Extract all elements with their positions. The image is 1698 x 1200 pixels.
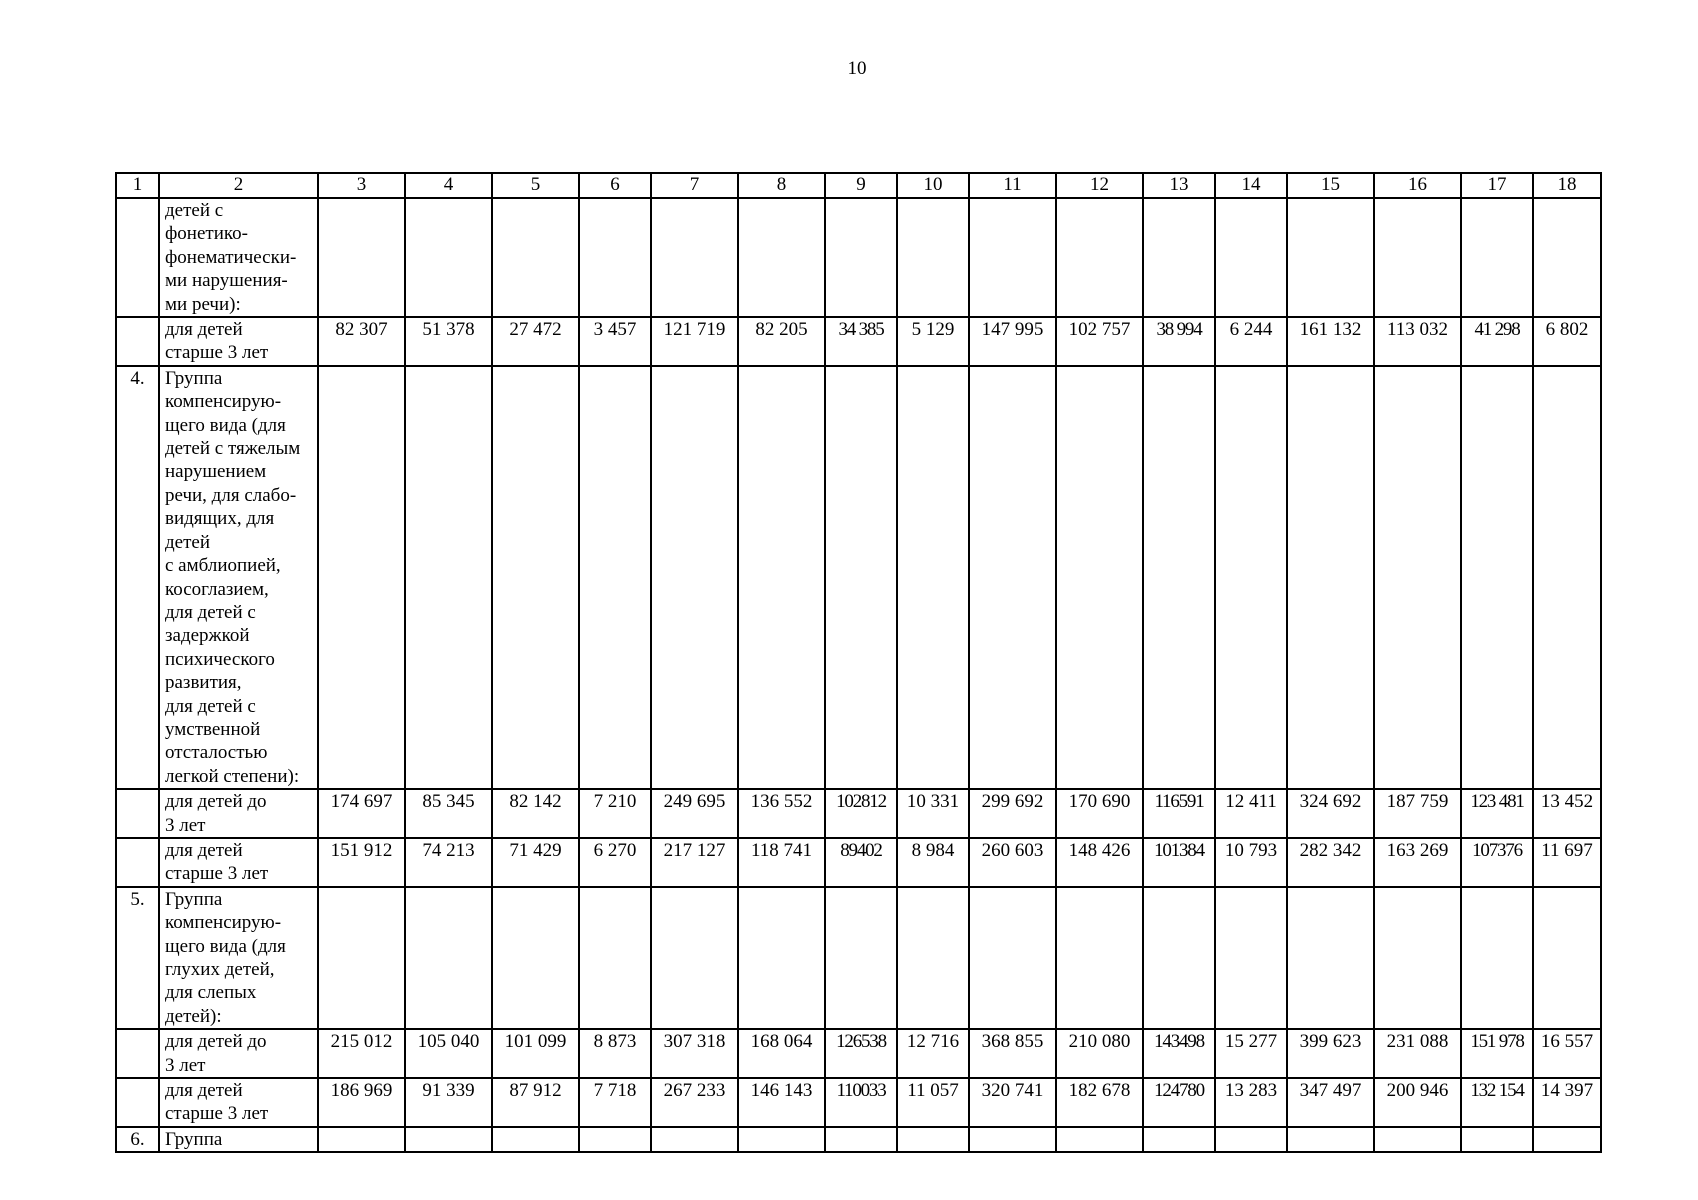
column-number-row	[116, 173, 1601, 198]
value-cell: 170 690	[1056, 789, 1143, 838]
value-cell	[1056, 887, 1143, 1029]
value-cell	[579, 198, 651, 317]
tariff-table	[115, 172, 1602, 1153]
value-cell: 105 040	[405, 1029, 492, 1078]
value-cell	[825, 1127, 897, 1152]
value-cell	[1374, 198, 1461, 317]
value-cell: 121 719	[651, 317, 738, 366]
value-cell: 161 132	[1287, 317, 1374, 366]
row-label-line: речи, для слабо-	[165, 484, 297, 506]
value-cell: 89402	[825, 838, 897, 887]
value-cell	[1056, 366, 1143, 789]
row-index: 6.	[116, 1127, 159, 1152]
value-cell: 182 678	[1056, 1078, 1143, 1127]
value-cell: 347 497	[1287, 1078, 1374, 1127]
row-index: 5.	[116, 887, 159, 1029]
value-cell: 102812	[825, 789, 897, 838]
value-cell: 51 378	[405, 317, 492, 366]
value-cell	[579, 887, 651, 1029]
value-cell: 174 697	[318, 789, 405, 838]
value-cell	[969, 366, 1056, 789]
value-cell: 87 912	[492, 1078, 579, 1127]
column-number: 4	[405, 173, 492, 198]
row-label-line: 3 лет	[165, 1054, 206, 1076]
column-number: 16	[1374, 173, 1461, 198]
value-cell: 132 154	[1461, 1078, 1533, 1127]
value-cell: 307 318	[651, 1029, 738, 1078]
value-cell	[492, 887, 579, 1029]
value-cell	[1143, 366, 1215, 789]
value-cell	[492, 366, 579, 789]
row-label	[159, 1127, 318, 1152]
row-label-line: детей):	[165, 1005, 222, 1027]
column-number: 18	[1533, 173, 1601, 198]
column-number: 1	[116, 173, 159, 198]
column-number: 7	[651, 173, 738, 198]
row-label-line: ми речи):	[165, 293, 241, 315]
value-cell	[1374, 887, 1461, 1029]
row-label-line: старше 3 лет	[165, 1103, 269, 1125]
table-row	[116, 1029, 1601, 1078]
row-label-line: психического	[165, 648, 275, 670]
value-cell: 14 397	[1533, 1078, 1601, 1127]
row-label-line: для детей	[165, 839, 243, 861]
value-cell: 217 127	[651, 838, 738, 887]
value-cell: 71 429	[492, 838, 579, 887]
value-cell: 324 692	[1287, 789, 1374, 838]
value-cell: 82 205	[738, 317, 825, 366]
value-cell: 187 759	[1374, 789, 1461, 838]
value-cell	[1287, 1127, 1374, 1152]
value-cell: 10 793	[1215, 838, 1287, 887]
row-label-line: отсталостью	[165, 742, 268, 764]
column-number: 9	[825, 173, 897, 198]
row-label-line: нарушением	[165, 461, 267, 483]
row-label	[159, 887, 318, 1029]
table-row	[116, 789, 1601, 838]
value-cell: 6 802	[1533, 317, 1601, 366]
value-cell: 41 298	[1461, 317, 1533, 366]
value-cell	[969, 198, 1056, 317]
value-cell: 85 345	[405, 789, 492, 838]
value-cell: 11 057	[897, 1078, 969, 1127]
value-cell: 5 129	[897, 317, 969, 366]
row-label-line: Группа	[165, 1128, 223, 1150]
row-label-line: косоглазием,	[165, 578, 269, 600]
row-label-line: компенсирую-	[165, 391, 282, 413]
value-cell	[825, 887, 897, 1029]
column-number: 10	[897, 173, 969, 198]
value-cell: 8 873	[579, 1029, 651, 1078]
row-label-line: для детей до	[165, 1031, 267, 1053]
value-cell: 107376	[1461, 838, 1533, 887]
value-cell	[1287, 887, 1374, 1029]
value-cell: 101 099	[492, 1029, 579, 1078]
value-cell: 16 557	[1533, 1029, 1601, 1078]
row-label	[159, 1029, 318, 1078]
row-label-line: детей	[165, 531, 211, 553]
value-cell: 146 143	[738, 1078, 825, 1127]
row-label	[159, 198, 318, 317]
value-cell	[405, 1127, 492, 1152]
value-cell: 210 080	[1056, 1029, 1143, 1078]
value-cell	[1287, 198, 1374, 317]
column-number: 2	[159, 173, 318, 198]
value-cell	[405, 198, 492, 317]
column-number: 13	[1143, 173, 1215, 198]
row-label-line: Группа	[165, 888, 223, 910]
value-cell: 7 210	[579, 789, 651, 838]
value-cell	[651, 198, 738, 317]
row-label-line: фонематически-	[165, 246, 297, 268]
value-cell: 8 984	[897, 838, 969, 887]
table-row	[116, 1078, 1601, 1127]
value-cell: 231 088	[1374, 1029, 1461, 1078]
value-cell: 13 452	[1533, 789, 1601, 838]
value-cell	[969, 1127, 1056, 1152]
row-index: 4.	[116, 366, 159, 789]
value-cell: 143498	[1143, 1029, 1215, 1078]
value-cell: 267 233	[651, 1078, 738, 1127]
value-cell	[651, 887, 738, 1029]
row-label-line: для детей	[165, 1080, 243, 1102]
row-label-line: видящих, для	[165, 508, 275, 530]
value-cell: 12 411	[1215, 789, 1287, 838]
value-cell: 10 331	[897, 789, 969, 838]
value-cell: 74 213	[405, 838, 492, 887]
row-label-line: с амблиопией,	[165, 555, 281, 577]
value-cell: 82 307	[318, 317, 405, 366]
value-cell	[1461, 1127, 1533, 1152]
value-cell	[579, 366, 651, 789]
value-cell	[405, 887, 492, 1029]
column-number: 3	[318, 173, 405, 198]
value-cell	[738, 887, 825, 1029]
value-cell: 368 855	[969, 1029, 1056, 1078]
value-cell: 102 757	[1056, 317, 1143, 366]
row-label-line: щего вида (для	[165, 935, 286, 957]
row-label-line: задержкой	[165, 625, 250, 647]
value-cell	[318, 198, 405, 317]
value-cell	[897, 887, 969, 1029]
value-cell	[318, 1127, 405, 1152]
column-number: 14	[1215, 173, 1287, 198]
value-cell: 136 552	[738, 789, 825, 838]
row-label-line: детей с	[165, 200, 224, 221]
value-cell: 27 472	[492, 317, 579, 366]
value-cell	[1533, 887, 1601, 1029]
value-cell: 299 692	[969, 789, 1056, 838]
row-label-line: для детей с	[165, 695, 256, 717]
row-index	[116, 838, 159, 887]
value-cell: 38 994	[1143, 317, 1215, 366]
value-cell	[651, 366, 738, 789]
column-number: 6	[579, 173, 651, 198]
value-cell: 123 481	[1461, 789, 1533, 838]
row-label-line: Группа	[165, 367, 223, 389]
value-cell: 200 946	[1374, 1078, 1461, 1127]
row-index	[116, 1078, 159, 1127]
row-label-line: для слепых	[165, 982, 257, 1004]
value-cell: 7 718	[579, 1078, 651, 1127]
row-index	[116, 198, 159, 317]
value-cell: 113 032	[1374, 317, 1461, 366]
value-cell: 6 244	[1215, 317, 1287, 366]
value-cell	[1056, 198, 1143, 317]
row-label	[159, 789, 318, 838]
value-cell: 11 697	[1533, 838, 1601, 887]
row-label-line: для детей с	[165, 601, 256, 623]
value-cell	[738, 1127, 825, 1152]
value-cell	[579, 1127, 651, 1152]
value-cell: 82 142	[492, 789, 579, 838]
row-label-line: старше 3 лет	[165, 342, 269, 364]
value-cell	[1533, 1127, 1601, 1152]
row-label-line: фонетико-	[165, 223, 248, 245]
value-cell	[1056, 1127, 1143, 1152]
value-cell: 118 741	[738, 838, 825, 887]
value-cell: 320 741	[969, 1078, 1056, 1127]
value-cell	[1461, 887, 1533, 1029]
value-cell: 12 716	[897, 1029, 969, 1078]
value-cell: 399 623	[1287, 1029, 1374, 1078]
value-cell	[1374, 366, 1461, 789]
value-cell: 260 603	[969, 838, 1056, 887]
column-number: 17	[1461, 173, 1533, 198]
row-label-line: глухих детей,	[165, 959, 275, 980]
row-label	[159, 838, 318, 887]
value-cell	[1143, 198, 1215, 317]
row-label-line: ми нарушения-	[165, 270, 288, 292]
value-cell	[318, 366, 405, 789]
value-cell: 6 270	[579, 838, 651, 887]
value-cell	[1374, 1127, 1461, 1152]
row-label-line: умственной	[165, 718, 261, 740]
value-cell: 124780	[1143, 1078, 1215, 1127]
table-row	[116, 198, 1601, 317]
column-number: 15	[1287, 173, 1374, 198]
value-cell	[1215, 366, 1287, 789]
row-label-line: компенсирую-	[165, 912, 282, 934]
value-cell	[1461, 198, 1533, 317]
value-cell	[492, 198, 579, 317]
value-cell: 34 385	[825, 317, 897, 366]
value-cell	[825, 366, 897, 789]
value-cell: 151 978	[1461, 1029, 1533, 1078]
value-cell: 168 064	[738, 1029, 825, 1078]
row-label-line: развития,	[165, 672, 242, 694]
value-cell	[492, 1127, 579, 1152]
table-row	[116, 317, 1601, 366]
value-cell: 163 269	[1374, 838, 1461, 887]
column-number: 5	[492, 173, 579, 198]
value-cell: 186 969	[318, 1078, 405, 1127]
column-number: 8	[738, 173, 825, 198]
table-row	[116, 366, 1601, 789]
value-cell	[318, 887, 405, 1029]
value-cell	[1533, 198, 1601, 317]
value-cell: 126538	[825, 1029, 897, 1078]
table-row	[116, 838, 1601, 887]
value-cell	[738, 198, 825, 317]
row-label-line: старше 3 лет	[165, 863, 269, 885]
value-cell	[1287, 366, 1374, 789]
value-cell: 13 283	[1215, 1078, 1287, 1127]
value-cell: 101384	[1143, 838, 1215, 887]
value-cell	[651, 1127, 738, 1152]
value-cell: 116591	[1143, 789, 1215, 838]
value-cell: 148 426	[1056, 838, 1143, 887]
value-cell	[1215, 887, 1287, 1029]
column-number: 12	[1056, 173, 1143, 198]
value-cell	[897, 366, 969, 789]
value-cell	[897, 198, 969, 317]
row-label	[159, 1078, 318, 1127]
row-label	[159, 366, 318, 789]
row-label	[159, 317, 318, 366]
row-label-line: 3 лет	[165, 814, 206, 836]
value-cell	[1215, 198, 1287, 317]
column-number: 11	[969, 173, 1056, 198]
value-cell	[1533, 366, 1601, 789]
row-label-line: для детей до	[165, 791, 267, 813]
row-index	[116, 1029, 159, 1078]
value-cell	[1215, 1127, 1287, 1152]
value-cell	[738, 366, 825, 789]
value-cell: 147 995	[969, 317, 1056, 366]
table-row	[116, 887, 1601, 1029]
value-cell	[1461, 366, 1533, 789]
row-index	[116, 789, 159, 838]
row-label-line: для детей	[165, 319, 243, 341]
page-number: 10	[847, 58, 867, 79]
value-cell	[897, 1127, 969, 1152]
table-row	[116, 1127, 1601, 1152]
row-label-line: легкой степени):	[165, 765, 300, 787]
row-label-line: детей с тяжелым	[165, 438, 301, 460]
value-cell	[1143, 887, 1215, 1029]
value-cell: 3 457	[579, 317, 651, 366]
value-cell: 249 695	[651, 789, 738, 838]
value-cell	[825, 198, 897, 317]
value-cell	[405, 366, 492, 789]
value-cell: 110033	[825, 1078, 897, 1127]
value-cell: 215 012	[318, 1029, 405, 1078]
value-cell	[969, 887, 1056, 1029]
value-cell: 151 912	[318, 838, 405, 887]
row-label-line: щего вида (для	[165, 414, 286, 436]
value-cell: 282 342	[1287, 838, 1374, 887]
value-cell: 15 277	[1215, 1029, 1287, 1078]
value-cell: 91 339	[405, 1078, 492, 1127]
value-cell	[1143, 1127, 1215, 1152]
row-index	[116, 317, 159, 366]
